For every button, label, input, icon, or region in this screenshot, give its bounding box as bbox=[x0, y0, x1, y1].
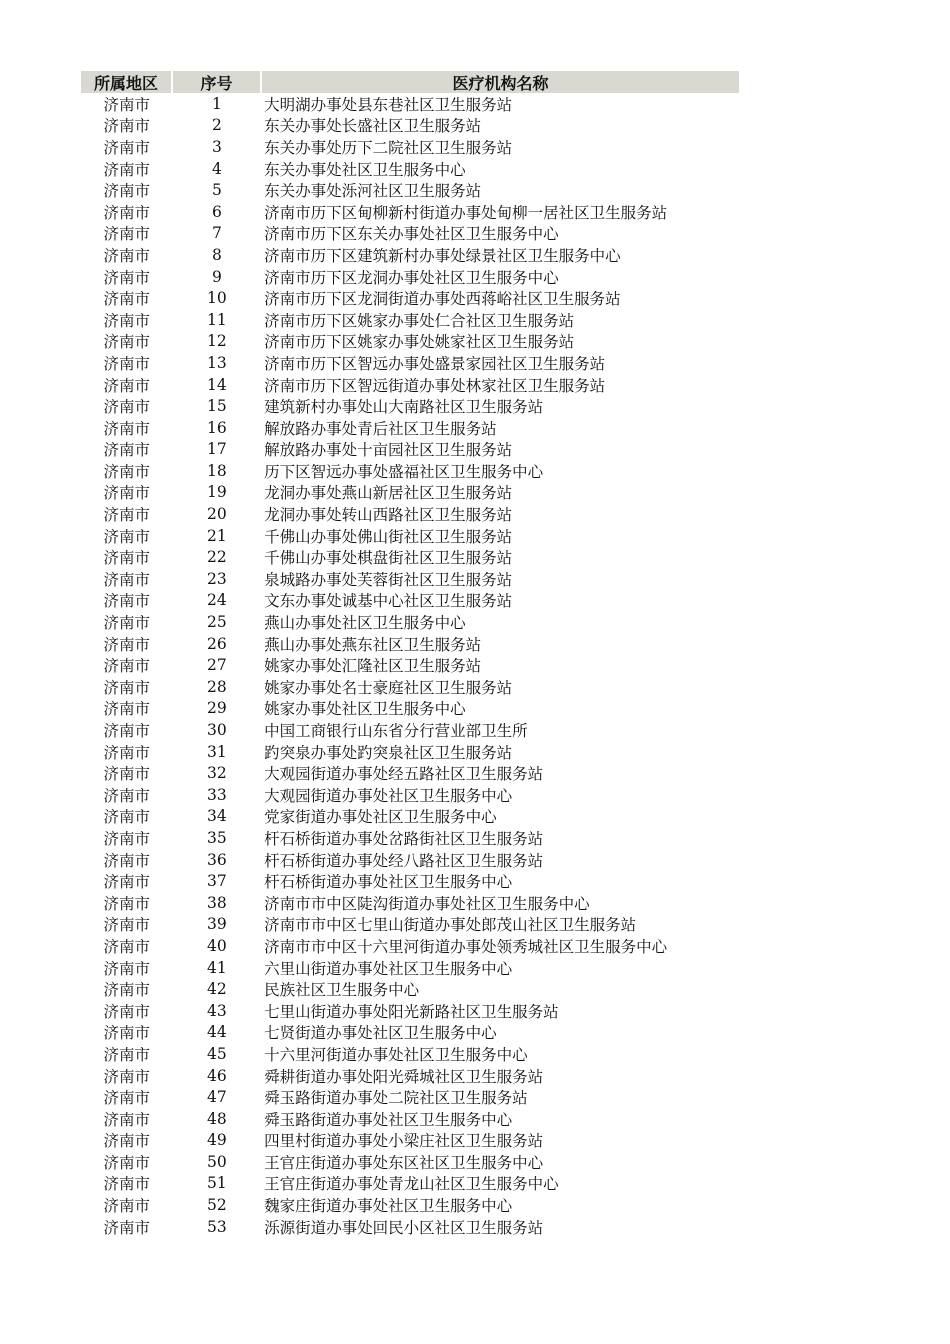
cell-seq[interactable]: 49 bbox=[207, 1131, 227, 1150]
cell-seq[interactable]: 2 bbox=[211, 116, 222, 135]
cell-institution-name[interactable]: 济南市历下区姚家办事处姚家社区卫生服务站 bbox=[264, 333, 575, 352]
cell-seq[interactable]: 36 bbox=[207, 850, 227, 869]
table-row bbox=[81, 806, 739, 828]
table-row bbox=[81, 244, 739, 266]
cell-region[interactable]: 济南市 bbox=[103, 203, 151, 222]
cell-region[interactable]: 济南市 bbox=[103, 138, 151, 157]
cell-region[interactable]: 济南市 bbox=[103, 95, 151, 114]
cell-institution-name[interactable]: 济南市历下区姚家办事处仁合社区卫生服务站 bbox=[264, 311, 575, 330]
cell-seq[interactable]: 17 bbox=[207, 440, 227, 459]
cell-institution-name[interactable]: 姚家办事处汇隆社区卫生服务站 bbox=[264, 657, 482, 676]
table-row bbox=[81, 957, 739, 979]
cell-region[interactable]: 济南市 bbox=[103, 376, 151, 395]
cell-institution-name[interactable]: 龙洞办事处燕山新居社区卫生服务站 bbox=[264, 484, 513, 503]
cell-region[interactable]: 济南市 bbox=[103, 1153, 151, 1172]
cell-seq[interactable]: 41 bbox=[207, 958, 227, 977]
table-row bbox=[81, 93, 739, 115]
cell-region[interactable]: 济南市 bbox=[103, 1175, 151, 1194]
cell-institution-name[interactable]: 舜玉路街道办事处社区卫生服务中心 bbox=[264, 1110, 513, 1129]
table-row bbox=[81, 287, 739, 309]
cell-institution-name[interactable]: 舜玉路街道办事处二院社区卫生服务站 bbox=[264, 1089, 528, 1108]
cell-institution-name[interactable]: 建筑新村办事处山大南路社区卫生服务站 bbox=[264, 398, 544, 417]
cell-region[interactable]: 济南市 bbox=[103, 117, 151, 136]
cell-institution-name[interactable]: 济南市市中区陡沟街道办事处社区卫生服务中心 bbox=[264, 894, 590, 913]
table-row bbox=[81, 352, 739, 374]
cell-seq[interactable]: 27 bbox=[207, 656, 227, 675]
table-row bbox=[81, 784, 739, 806]
cell-region[interactable]: 济南市 bbox=[103, 722, 151, 741]
table-row bbox=[81, 331, 739, 353]
cell-region[interactable]: 济南市 bbox=[103, 1024, 151, 1043]
cell-region[interactable]: 济南市 bbox=[103, 1197, 151, 1216]
cell-institution-name[interactable]: 济南市历下区智远办事处盛景家园社区卫生服务站 bbox=[264, 354, 606, 373]
cell-institution-name[interactable]: 济南市市中区七里山街道办事处郎茂山社区卫生服务站 bbox=[264, 916, 637, 935]
cell-seq[interactable]: 19 bbox=[207, 483, 227, 502]
cell-institution-name[interactable]: 龙洞办事处转山西路社区卫生服务站 bbox=[264, 506, 513, 525]
cell-region[interactable]: 济南市 bbox=[103, 225, 151, 244]
table-row bbox=[81, 1065, 739, 1087]
cell-region[interactable]: 济南市 bbox=[103, 268, 151, 287]
table-row bbox=[81, 1043, 739, 1065]
cell-region[interactable]: 济南市 bbox=[103, 1132, 151, 1151]
cell-region[interactable]: 济南市 bbox=[103, 398, 151, 417]
table-row bbox=[81, 1086, 739, 1108]
table-row bbox=[81, 1173, 739, 1195]
table-row bbox=[81, 892, 739, 914]
cell-seq[interactable]: 37 bbox=[207, 872, 227, 891]
medical-institution-table bbox=[81, 71, 739, 1237]
cell-seq[interactable]: 40 bbox=[207, 936, 227, 955]
table-row bbox=[81, 914, 739, 936]
cell-institution-name[interactable]: 东关办事处历下二院社区卫生服务站 bbox=[264, 138, 513, 157]
cell-institution-name[interactable]: 舜耕街道办事处阳光舜城社区卫生服务站 bbox=[264, 1067, 544, 1086]
table-row bbox=[81, 223, 739, 245]
cell-region[interactable]: 济南市 bbox=[103, 506, 151, 525]
cell-region[interactable]: 济南市 bbox=[103, 829, 151, 848]
cell-seq[interactable]: 24 bbox=[207, 591, 227, 610]
cell-region[interactable]: 济南市 bbox=[103, 160, 151, 179]
table-header-row bbox=[81, 71, 739, 93]
table-row bbox=[81, 741, 739, 763]
table-row bbox=[81, 719, 739, 741]
header-seq[interactable]: 序号 bbox=[173, 71, 262, 93]
cell-institution-name[interactable]: 济南市历下区建筑新村办事处绿景社区卫生服务中心 bbox=[264, 246, 621, 265]
cell-seq[interactable]: 14 bbox=[207, 375, 227, 394]
cell-region[interactable]: 济南市 bbox=[103, 592, 151, 611]
cell-region[interactable]: 济南市 bbox=[103, 1110, 151, 1129]
cell-region[interactable]: 济南市 bbox=[103, 462, 151, 481]
cell-seq[interactable]: 46 bbox=[207, 1066, 227, 1085]
cell-region[interactable]: 济南市 bbox=[103, 743, 151, 762]
cell-institution-name[interactable]: 王官庄街道办事处东区社区卫生服务中心 bbox=[264, 1153, 544, 1172]
table-row bbox=[81, 525, 739, 547]
table-row bbox=[81, 201, 739, 223]
cell-seq[interactable]: 48 bbox=[207, 1109, 227, 1128]
cell-region[interactable]: 济南市 bbox=[103, 549, 151, 568]
cell-institution-name[interactable]: 七贤街道办事处社区卫生服务中心 bbox=[264, 1024, 497, 1043]
cell-seq[interactable]: 20 bbox=[207, 505, 227, 524]
cell-institution-name[interactable]: 中国工商银行山东省分行营业部卫生所 bbox=[264, 722, 528, 741]
cell-institution-name[interactable]: 泉城路办事处芙蓉街社区卫生服务站 bbox=[264, 570, 513, 589]
cell-seq[interactable]: 11 bbox=[207, 310, 227, 329]
cell-seq[interactable]: 10 bbox=[207, 289, 227, 308]
cell-institution-name[interactable]: 民族社区卫生服务中心 bbox=[264, 981, 420, 1000]
cell-institution-name[interactable]: 姚家办事处名士豪庭社区卫生服务站 bbox=[264, 678, 513, 697]
table-row bbox=[81, 849, 739, 871]
cell-seq[interactable]: 29 bbox=[207, 699, 227, 718]
table-row bbox=[81, 460, 739, 482]
cell-institution-name[interactable]: 东关办事处长盛社区卫生服务站 bbox=[264, 117, 482, 136]
table-row bbox=[81, 1000, 739, 1022]
cell-region[interactable]: 济南市 bbox=[103, 678, 151, 697]
cell-region[interactable]: 济南市 bbox=[103, 959, 151, 978]
cell-seq[interactable]: 4 bbox=[211, 159, 222, 178]
cell-seq[interactable]: 33 bbox=[207, 785, 227, 804]
cell-institution-name[interactable]: 王官庄街道办事处青龙山社区卫生服务中心 bbox=[264, 1175, 559, 1194]
cell-seq[interactable]: 13 bbox=[207, 353, 227, 372]
cell-region[interactable]: 济南市 bbox=[103, 311, 151, 330]
cell-institution-name[interactable]: 杆石桥街道办事处岔路街社区卫生服务站 bbox=[264, 829, 544, 848]
cell-institution-name[interactable]: 济南市历下区智远街道办事处林家社区卫生服务站 bbox=[264, 376, 606, 395]
cell-seq[interactable]: 52 bbox=[207, 1196, 227, 1215]
table-row bbox=[81, 309, 739, 331]
cell-seq[interactable]: 38 bbox=[207, 893, 227, 912]
table-row bbox=[81, 698, 739, 720]
cell-seq[interactable]: 3 bbox=[211, 137, 222, 156]
cell-institution-name[interactable]: 燕山办事处燕东社区卫生服务站 bbox=[264, 635, 482, 654]
cell-region[interactable]: 济南市 bbox=[103, 614, 151, 633]
cell-region[interactable]: 济南市 bbox=[103, 1218, 151, 1237]
cell-seq[interactable]: 28 bbox=[207, 677, 227, 696]
cell-seq[interactable]: 5 bbox=[211, 181, 222, 200]
table-row bbox=[81, 546, 739, 568]
cell-seq[interactable]: 22 bbox=[207, 548, 227, 567]
cell-seq[interactable]: 21 bbox=[207, 526, 227, 545]
cell-seq[interactable]: 47 bbox=[207, 1088, 227, 1107]
cell-region[interactable]: 济南市 bbox=[103, 290, 151, 309]
table-row bbox=[81, 654, 739, 676]
table-row bbox=[81, 1108, 739, 1130]
cell-region[interactable]: 济南市 bbox=[103, 916, 151, 935]
cell-institution-name[interactable]: 济南市历下区龙洞街道办事处西蒋峪社区卫生服务站 bbox=[264, 290, 621, 309]
table-row bbox=[81, 870, 739, 892]
cell-seq[interactable]: 34 bbox=[207, 807, 227, 826]
table-row bbox=[81, 633, 739, 655]
table-row bbox=[81, 1194, 739, 1216]
cell-region[interactable]: 济南市 bbox=[103, 1045, 151, 1064]
cell-institution-name[interactable]: 解放路办事处青后社区卫生服务站 bbox=[264, 419, 497, 438]
cell-seq[interactable]: 45 bbox=[207, 1044, 227, 1063]
cell-region[interactable]: 济南市 bbox=[103, 894, 151, 913]
cell-institution-name[interactable]: 魏家庄街道办事处社区卫生服务中心 bbox=[264, 1197, 513, 1216]
cell-seq[interactable]: 44 bbox=[207, 1023, 227, 1042]
cell-region[interactable]: 济南市 bbox=[103, 419, 151, 438]
cell-region[interactable]: 济南市 bbox=[103, 333, 151, 352]
cell-institution-name[interactable]: 大观园街道办事处社区卫生服务中心 bbox=[264, 786, 513, 805]
cell-institution-name[interactable]: 趵突泉办事处趵突泉社区卫生服务站 bbox=[264, 743, 513, 762]
cell-institution-name[interactable]: 东关办事处泺河社区卫生服务站 bbox=[264, 182, 482, 201]
cell-seq[interactable]: 31 bbox=[207, 742, 227, 761]
table-row bbox=[81, 136, 739, 158]
cell-seq[interactable]: 35 bbox=[207, 828, 227, 847]
table-row bbox=[81, 827, 739, 849]
cell-region[interactable]: 济南市 bbox=[103, 981, 151, 1000]
cell-region[interactable]: 济南市 bbox=[103, 354, 151, 373]
cell-region[interactable]: 济南市 bbox=[103, 635, 151, 654]
cell-institution-name[interactable]: 六里山街道办事处社区卫生服务中心 bbox=[264, 959, 513, 978]
cell-region[interactable]: 济南市 bbox=[103, 786, 151, 805]
cell-region[interactable]: 济南市 bbox=[103, 527, 151, 546]
cell-institution-name[interactable]: 千佛山办事处佛山街社区卫生服务站 bbox=[264, 527, 513, 546]
cell-region[interactable]: 济南市 bbox=[103, 700, 151, 719]
table-row bbox=[81, 590, 739, 612]
cell-seq[interactable]: 16 bbox=[207, 418, 227, 437]
cell-institution-name[interactable]: 十六里河街道办事处社区卫生服务中心 bbox=[264, 1045, 528, 1064]
cell-seq[interactable]: 50 bbox=[207, 1152, 227, 1171]
cell-region[interactable]: 济南市 bbox=[103, 851, 151, 870]
cell-institution-name[interactable]: 解放路办事处十亩园社区卫生服务站 bbox=[264, 441, 513, 460]
cell-seq[interactable]: 51 bbox=[207, 1174, 227, 1193]
cell-region[interactable]: 济南市 bbox=[103, 657, 151, 676]
cell-seq[interactable]: 12 bbox=[207, 332, 227, 351]
table-row bbox=[81, 482, 739, 504]
cell-region[interactable]: 济南市 bbox=[103, 1089, 151, 1108]
table-row bbox=[81, 1216, 739, 1238]
table-row bbox=[81, 266, 739, 288]
header-region[interactable]: 所属地区 bbox=[81, 71, 173, 93]
cell-institution-name[interactable]: 济南市市中区十六里河街道办事处领秀城社区卫生服务中心 bbox=[264, 937, 668, 956]
cell-region[interactable]: 济南市 bbox=[103, 441, 151, 460]
cell-seq[interactable]: 43 bbox=[207, 1001, 227, 1020]
table-row bbox=[81, 439, 739, 461]
cell-institution-name[interactable]: 燕山办事处社区卫生服务中心 bbox=[264, 614, 466, 633]
cell-region[interactable]: 济南市 bbox=[103, 484, 151, 503]
cell-region[interactable]: 济南市 bbox=[103, 246, 151, 265]
table-row bbox=[81, 1151, 739, 1173]
cell-institution-name[interactable]: 济南市历下区甸柳新村街道办事处甸柳一居社区卫生服务站 bbox=[264, 203, 668, 222]
table-row bbox=[81, 503, 739, 525]
cell-seq[interactable]: 1 bbox=[211, 94, 222, 113]
cell-seq[interactable]: 15 bbox=[207, 397, 227, 416]
cell-institution-name[interactable]: 文东办事处诚基中心社区卫生服务站 bbox=[264, 592, 513, 611]
table-row bbox=[81, 395, 739, 417]
cell-seq[interactable]: 39 bbox=[207, 915, 227, 934]
cell-seq[interactable]: 32 bbox=[207, 764, 227, 783]
cell-region[interactable]: 济南市 bbox=[103, 1067, 151, 1086]
table-body bbox=[81, 93, 739, 1237]
table-row bbox=[81, 568, 739, 590]
table-row bbox=[81, 158, 739, 180]
header-institution-name[interactable]: 医疗机构名称 bbox=[262, 71, 739, 93]
table-row bbox=[81, 1130, 739, 1152]
cell-institution-name[interactable]: 杆石桥街道办事处经八路社区卫生服务站 bbox=[264, 851, 544, 870]
cell-seq[interactable]: 42 bbox=[207, 980, 227, 999]
cell-seq[interactable]: 18 bbox=[207, 461, 227, 480]
table-row bbox=[81, 935, 739, 957]
cell-region[interactable]: 济南市 bbox=[103, 808, 151, 827]
table-row bbox=[81, 179, 739, 201]
cell-region[interactable]: 济南市 bbox=[103, 182, 151, 201]
cell-seq[interactable]: 8 bbox=[211, 245, 222, 264]
cell-institution-name[interactable]: 大观园街道办事处经五路社区卫生服务站 bbox=[264, 765, 544, 784]
cell-institution-name[interactable]: 党家街道办事处社区卫生服务中心 bbox=[264, 808, 497, 827]
cell-institution-name[interactable]: 杆石桥街道办事处社区卫生服务中心 bbox=[264, 873, 513, 892]
cell-region[interactable]: 济南市 bbox=[103, 937, 151, 956]
table-row bbox=[81, 676, 739, 698]
cell-institution-name[interactable]: 济南市历下区东关办事处社区卫生服务中心 bbox=[264, 225, 559, 244]
cell-institution-name[interactable]: 历下区智远办事处盛福社区卫生服务中心 bbox=[264, 462, 544, 481]
cell-seq[interactable]: 7 bbox=[211, 224, 222, 243]
table-row bbox=[81, 115, 739, 137]
table-row bbox=[81, 417, 739, 439]
cell-region[interactable]: 济南市 bbox=[103, 1002, 151, 1021]
cell-institution-name[interactable]: 姚家办事处社区卫生服务中心 bbox=[264, 700, 466, 719]
cell-institution-name[interactable]: 东关办事处社区卫生服务中心 bbox=[264, 160, 466, 179]
cell-seq[interactable]: 6 bbox=[211, 202, 222, 221]
cell-seq[interactable]: 25 bbox=[207, 613, 227, 632]
cell-seq[interactable]: 26 bbox=[207, 634, 227, 653]
cell-seq[interactable]: 23 bbox=[207, 569, 227, 588]
cell-region[interactable]: 济南市 bbox=[103, 873, 151, 892]
cell-seq[interactable]: 9 bbox=[211, 267, 222, 286]
cell-institution-name[interactable]: 四里村街道办事处小梁庄社区卫生服务站 bbox=[264, 1132, 544, 1151]
cell-seq[interactable]: 30 bbox=[207, 721, 227, 740]
cell-institution-name[interactable]: 大明湖办事处县东巷社区卫生服务站 bbox=[264, 95, 513, 114]
cell-seq[interactable]: 53 bbox=[207, 1217, 227, 1236]
cell-institution-name[interactable]: 千佛山办事处棋盘街社区卫生服务站 bbox=[264, 549, 513, 568]
cell-institution-name[interactable]: 济南市历下区龙洞办事处社区卫生服务中心 bbox=[264, 268, 559, 287]
table-row bbox=[81, 1022, 739, 1044]
table-row bbox=[81, 611, 739, 633]
cell-institution-name[interactable]: 七里山街道办事处阳光新路社区卫生服务站 bbox=[264, 1002, 559, 1021]
cell-region[interactable]: 济南市 bbox=[103, 765, 151, 784]
cell-region[interactable]: 济南市 bbox=[103, 570, 151, 589]
table-row bbox=[81, 374, 739, 396]
table-row bbox=[81, 762, 739, 784]
cell-institution-name[interactable]: 泺源街道办事处回民小区社区卫生服务站 bbox=[264, 1218, 544, 1237]
table-row bbox=[81, 978, 739, 1000]
